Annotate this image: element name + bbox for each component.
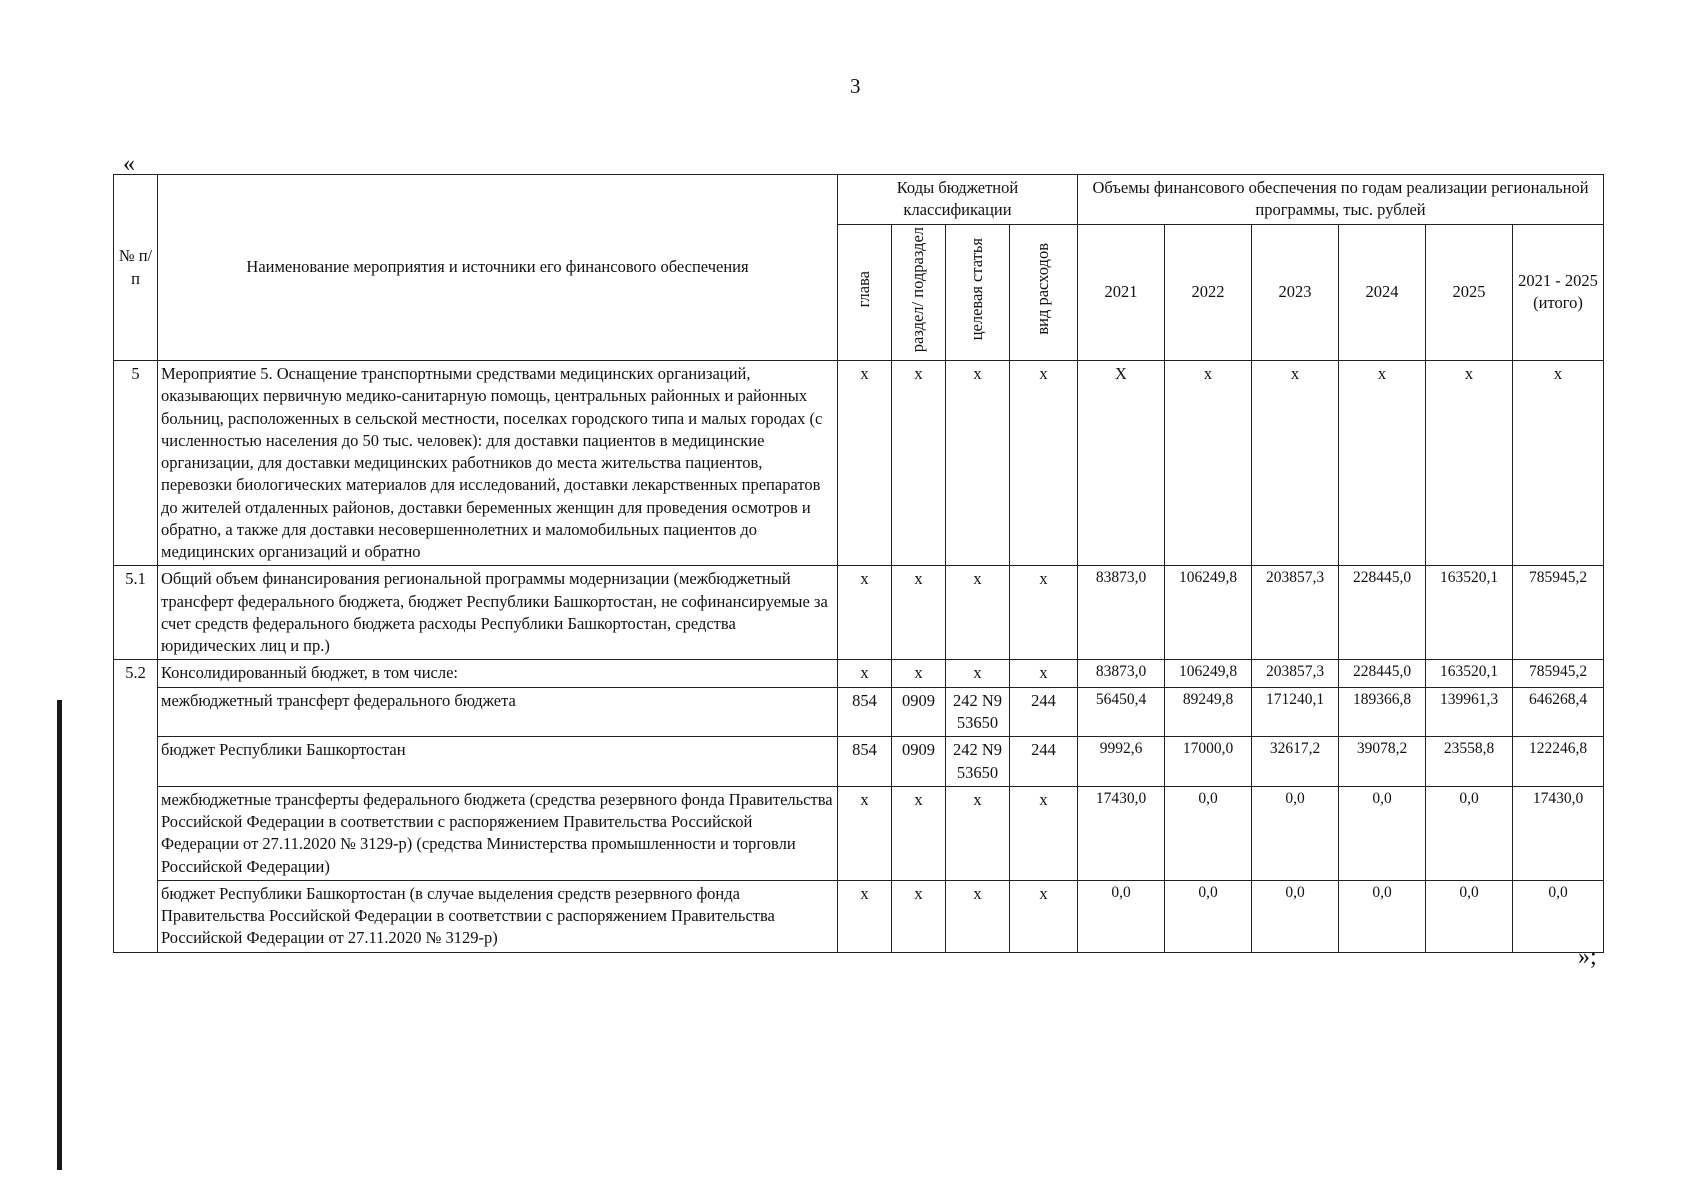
value-2025: 163520,1 (1426, 566, 1513, 660)
code-target: 242 N9 53650 (946, 737, 1010, 787)
code-type: 244 (1010, 737, 1078, 787)
code-type: 244 (1010, 687, 1078, 737)
header-year-2021: 2021 (1078, 224, 1165, 360)
code-section: x (892, 660, 946, 687)
header-year-2023: 2023 (1252, 224, 1339, 360)
row-num (114, 880, 158, 952)
code-target: x (946, 660, 1010, 687)
header-year-total: 2021 - 2025 (итого) (1513, 224, 1604, 360)
value-total: 122246,8 (1513, 737, 1604, 787)
header-year-2025: 2025 (1426, 224, 1513, 360)
value-2025: 0,0 (1426, 786, 1513, 880)
table-row (114, 566, 1604, 660)
header-volumes: Объемы финансового обеспечения по годам реализации региональной программы, тыс. рублей (1078, 175, 1604, 225)
financing-table (113, 174, 1604, 953)
value-2022: 106249,8 (1165, 566, 1252, 660)
code-section: x (892, 361, 946, 566)
value-total: x (1513, 361, 1604, 566)
header-year-2022: 2022 (1165, 224, 1252, 360)
code-section: x (892, 566, 946, 660)
value-2023: 171240,1 (1252, 687, 1339, 737)
closing-quote: »; (1578, 944, 1597, 970)
header-codes: Коды бюджетной классификации (838, 175, 1078, 225)
value-2025: x (1426, 361, 1513, 566)
value-2021: 9992,6 (1078, 737, 1165, 787)
code-section: x (892, 786, 946, 880)
row-num: 5 (114, 361, 158, 566)
code-type: x (1010, 880, 1078, 952)
code-target: x (946, 566, 1010, 660)
code-chapter: x (838, 566, 892, 660)
code-chapter: x (838, 786, 892, 880)
value-2021: X (1078, 361, 1165, 566)
value-2025: 23558,8 (1426, 737, 1513, 787)
code-section: 0909 (892, 687, 946, 737)
row-num (114, 786, 158, 880)
scan-edge-mark (57, 700, 62, 1170)
row-name: межбюджетный трансферт федерального бюджета (158, 687, 838, 737)
code-type: x (1010, 660, 1078, 687)
value-2021: 0,0 (1078, 880, 1165, 952)
value-2025: 0,0 (1426, 880, 1513, 952)
code-target: x (946, 880, 1010, 952)
value-2025: 139961,3 (1426, 687, 1513, 737)
header-name: Наименование мероприятия и источники его финансового обеспечения (158, 175, 838, 361)
value-2024: 228445,0 (1339, 660, 1426, 687)
row-num (114, 737, 158, 787)
code-target: 242 N9 53650 (946, 687, 1010, 737)
value-2024: 0,0 (1339, 880, 1426, 952)
code-type: x (1010, 566, 1078, 660)
value-total: 646268,4 (1513, 687, 1604, 737)
table-row (114, 660, 1604, 687)
value-2022: x (1165, 361, 1252, 566)
value-2024: 39078,2 (1339, 737, 1426, 787)
row-name: бюджет Республики Башкортостан (в случае выделения средств резервного фонда Правительства Российской Федерации в соответствии с распоряжением Правительства Российской Федерации от 27.11.2020 № 3129-р) (158, 880, 838, 952)
table-row (114, 687, 1604, 737)
table-row (114, 786, 1604, 880)
row-name: Общий объем финансирования региональной программы модернизации (межбюджетный трансферт федерального бюджета, бюджет Республики Башкортостан, не софинансируемые за счет средств федерального бюджета расходы Республики Башкортостан, средства юридических лиц и пр.) (158, 566, 838, 660)
opening-quote: « (123, 151, 135, 177)
row-name: бюджет Республики Башкортостан (158, 737, 838, 787)
code-chapter: x (838, 660, 892, 687)
value-2022: 89249,8 (1165, 687, 1252, 737)
value-2021: 83873,0 (1078, 660, 1165, 687)
value-2022: 17000,0 (1165, 737, 1252, 787)
value-2023: 0,0 (1252, 880, 1339, 952)
header-code-chapter: глава (838, 224, 892, 360)
code-section: x (892, 880, 946, 952)
row-num: 5.2 (114, 660, 158, 687)
row-name: межбюджетные трансферты федерального бюджета (средства резервного фонда Правительства Российской Федерации в соответствии с распоряжением Правительства Российской Федерации от 27.11.2020 № 3129-р) (средства Министерства промышленности и торговли Российской Федерации) (158, 786, 838, 880)
value-2024: 0,0 (1339, 786, 1426, 880)
code-type: x (1010, 786, 1078, 880)
value-2024: 189366,8 (1339, 687, 1426, 737)
row-num (114, 687, 158, 737)
table-row (114, 880, 1604, 952)
code-target: x (946, 786, 1010, 880)
value-total: 785945,2 (1513, 566, 1604, 660)
value-2025: 163520,1 (1426, 660, 1513, 687)
value-2021: 56450,4 (1078, 687, 1165, 737)
row-name: Мероприятие 5. Оснащение транспортными средствами медицинских организаций, оказывающих первичную медико-санитарную помощь, центральных районных и районных больниц, расположенных в сельской местности, поселках городского типа и малых городах (с численностью населения до 50 тыс. человек): для доставки пациентов в медицинские организации, для доставки медицинских работников до места жительства пациентов, перевозки биологических материалов для исследований, доставки лекарственных препаратов до жителей отдаленных районов, доставки беременных женщин для проведения осмотров и обратно, а также для доставки несовершеннолетних и маломобильных пациентов до медицинских организаций и обратно (158, 361, 838, 566)
value-total: 0,0 (1513, 880, 1604, 952)
value-total: 17430,0 (1513, 786, 1604, 880)
value-2022: 0,0 (1165, 880, 1252, 952)
code-chapter: 854 (838, 737, 892, 787)
value-2023: 203857,3 (1252, 660, 1339, 687)
value-2023: 0,0 (1252, 786, 1339, 880)
code-target: x (946, 361, 1010, 566)
header-row-1 (114, 175, 1604, 225)
value-2023: 203857,3 (1252, 566, 1339, 660)
code-chapter: x (838, 880, 892, 952)
value-total: 785945,2 (1513, 660, 1604, 687)
code-type: x (1010, 361, 1078, 566)
code-chapter: x (838, 361, 892, 566)
header-code-type: вид расходов (1010, 224, 1078, 360)
header-code-section: раздел/ подраздел (892, 224, 946, 360)
table-row (114, 361, 1604, 566)
code-section: 0909 (892, 737, 946, 787)
header-year-2024: 2024 (1339, 224, 1426, 360)
value-2023: x (1252, 361, 1339, 566)
value-2022: 106249,8 (1165, 660, 1252, 687)
value-2022: 0,0 (1165, 786, 1252, 880)
row-name: Консолидированный бюджет, в том числе: (158, 660, 838, 687)
value-2023: 32617,2 (1252, 737, 1339, 787)
value-2021: 17430,0 (1078, 786, 1165, 880)
code-chapter: 854 (838, 687, 892, 737)
page-number: 3 (850, 74, 861, 98)
table-row (114, 737, 1604, 787)
value-2024: 228445,0 (1339, 566, 1426, 660)
row-num: 5.1 (114, 566, 158, 660)
value-2024: x (1339, 361, 1426, 566)
value-2021: 83873,0 (1078, 566, 1165, 660)
header-code-target: целевая статья (946, 224, 1010, 360)
header-num: № п/п (114, 175, 158, 361)
